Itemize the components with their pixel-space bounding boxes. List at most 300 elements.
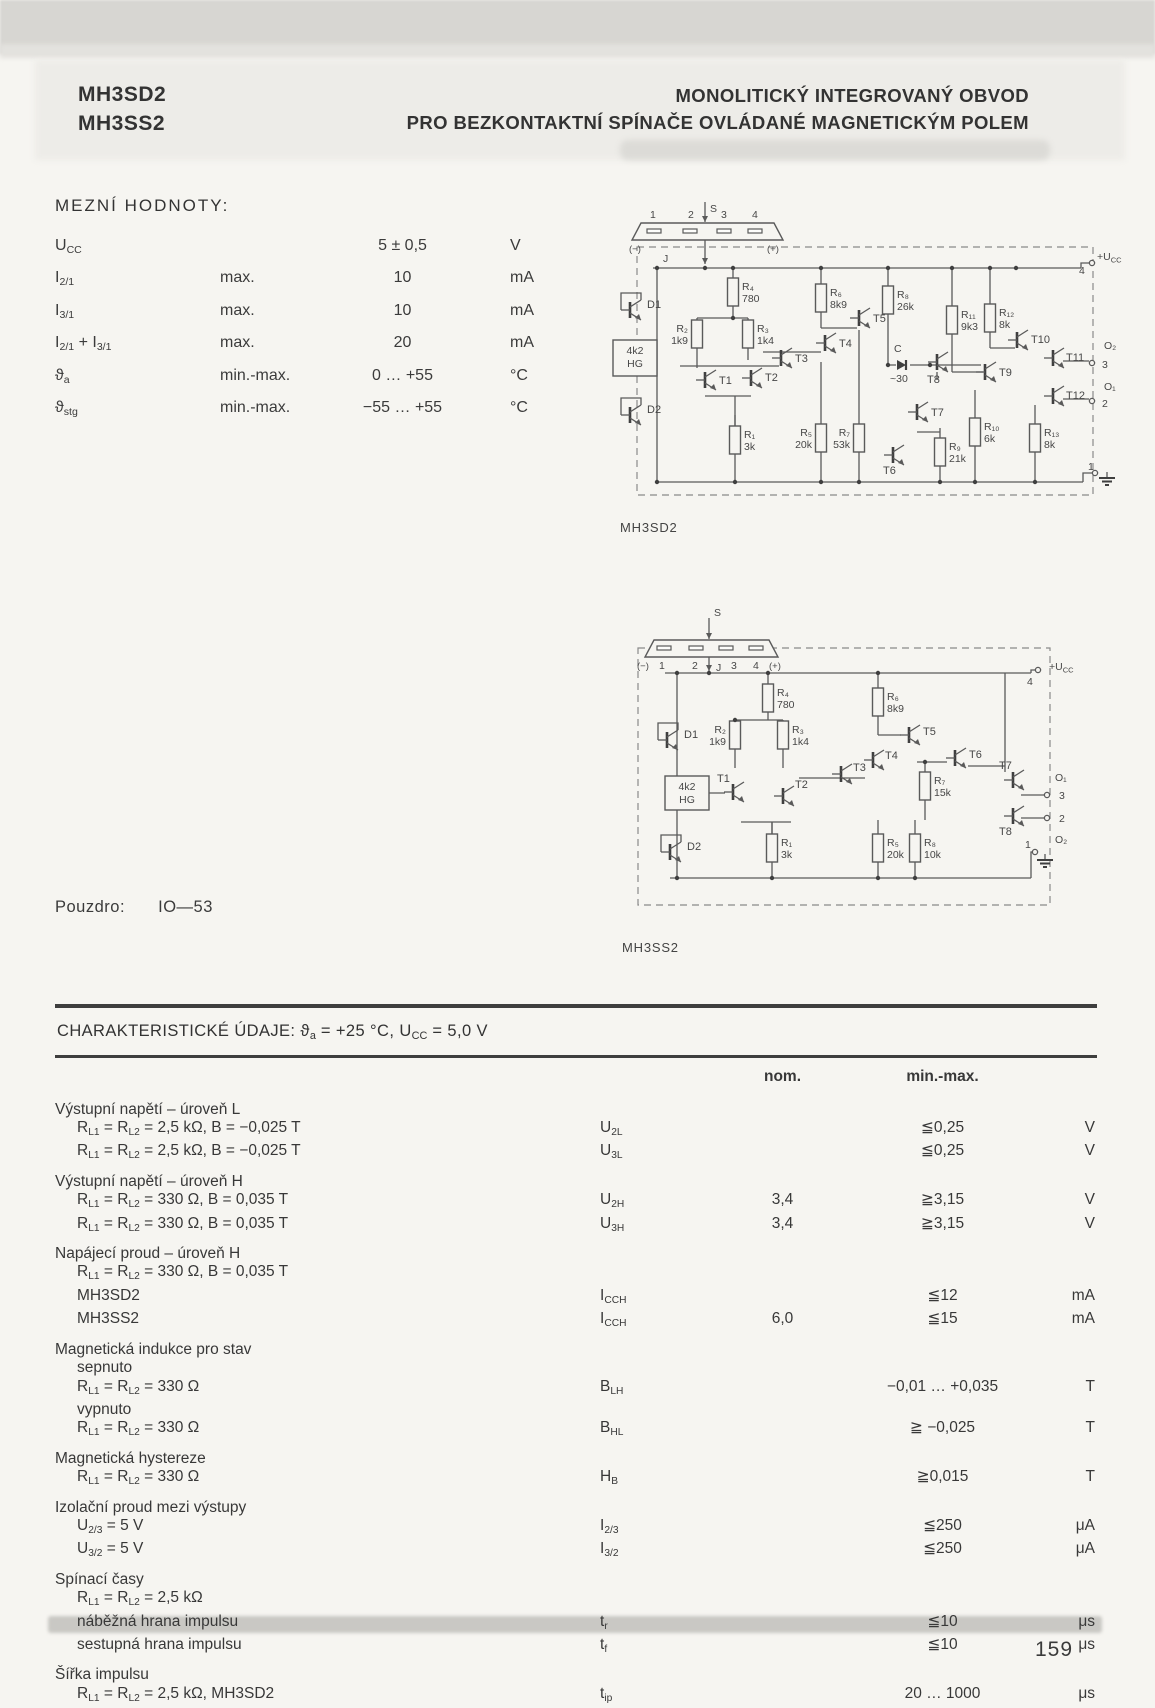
row-nom-value xyxy=(730,1589,835,1612)
table-row xyxy=(55,1419,1097,1442)
resistor-symbol xyxy=(743,320,754,348)
schematic-label: S xyxy=(714,607,721,619)
col-spacer xyxy=(1050,1068,1097,1087)
transistor-name: T5 xyxy=(923,726,936,738)
col-header-nom: nom. xyxy=(730,1068,835,1087)
resistor-value: 780 xyxy=(742,293,760,305)
row-symbol: $U_{2L}$ xyxy=(600,1119,730,1142)
row-symbol: $B_{HL}$ xyxy=(600,1419,730,1442)
resistor-value: 26k xyxy=(897,301,915,313)
diode-name: D1 xyxy=(684,729,698,741)
transistor-name: T12 xyxy=(1066,390,1085,402)
row-nom-value xyxy=(730,1419,835,1442)
resistor-name: R₃ xyxy=(792,724,804,736)
schematic-label: ~30 xyxy=(890,373,908,385)
junction-dot xyxy=(731,316,735,320)
resistor-name: R₅ xyxy=(887,837,899,849)
resistor-name: R₃ xyxy=(757,323,769,335)
row-condition: $R_{L1} = R_{L2} = 330$ Ω, B = 0,035 T xyxy=(55,1263,600,1286)
limit-condition: min.-max. xyxy=(220,394,315,426)
transistor-symbol xyxy=(630,405,641,412)
transistor-symbol xyxy=(630,300,641,307)
row-condition: $R_{L1} = R_{L2} = 2,5$ kΩ, B = −0,025 T xyxy=(55,1119,600,1142)
resistor-symbol xyxy=(883,286,894,314)
row-symbol: $I_{CCH}$ xyxy=(600,1287,730,1310)
junction-dot xyxy=(913,876,917,880)
resistor-symbol xyxy=(935,438,946,466)
resistor-symbol xyxy=(767,834,778,862)
junction-dot xyxy=(733,480,737,484)
junction-dot xyxy=(819,480,823,484)
transistor-symbol xyxy=(1013,770,1024,777)
row-nom-value xyxy=(730,1142,835,1165)
resistor-symbol xyxy=(763,684,774,712)
section-heading: Šířka impulsu xyxy=(55,1666,1097,1685)
transistor-name: T4 xyxy=(839,338,852,350)
transistor-symbol xyxy=(859,308,870,315)
junction-dot xyxy=(655,266,659,270)
part-number-mh3sd2: MH3SD2 xyxy=(78,80,166,109)
scan-band-top-edge xyxy=(0,44,1155,58)
row-unit: T xyxy=(1050,1419,1097,1442)
row-symbol xyxy=(600,1589,730,1612)
junction-dot xyxy=(703,266,707,270)
resistor-symbol xyxy=(816,424,827,452)
transistor-name: T2 xyxy=(795,779,808,791)
schematic-label: S xyxy=(710,203,717,215)
junction-dot xyxy=(819,266,823,270)
junction-dot xyxy=(886,363,890,367)
junction-dot xyxy=(731,266,735,270)
resistor-name: R₉ xyxy=(949,441,961,453)
schematic-label: 3 xyxy=(721,209,727,221)
section-heading: Výstupní napětí – úroveň H xyxy=(55,1173,1097,1192)
junction-dot xyxy=(675,876,679,880)
transistor-symbol xyxy=(1013,806,1024,813)
row-unit: μA xyxy=(1050,1517,1097,1540)
transistor-symbol xyxy=(985,362,996,369)
junction-dot xyxy=(876,671,880,675)
row-nom-value xyxy=(730,1613,835,1636)
schematic-label: $+U_{CC}$ xyxy=(1049,661,1074,675)
transistor-name: T6 xyxy=(969,749,982,761)
limit-unit: mA xyxy=(490,264,615,296)
resistor-name: R₁₀ xyxy=(984,421,999,433)
table-row xyxy=(55,1287,1097,1310)
resistor-name: R₄ xyxy=(777,687,789,699)
schematic-label: O₂ xyxy=(1055,834,1067,846)
package-slot xyxy=(717,229,731,233)
transistor-symbol xyxy=(1017,330,1028,337)
row-symbol: $H_B$ xyxy=(600,1468,730,1491)
package-slot xyxy=(748,229,762,233)
scan-smudge xyxy=(620,140,1050,160)
schematic-label: 1 xyxy=(650,209,656,221)
row-condition: sepnuto xyxy=(55,1359,600,1378)
row-minmax-value: ≧3,15 xyxy=(835,1191,1050,1214)
resistor-name: R₁₂ xyxy=(999,307,1014,319)
terminal-pin xyxy=(1035,667,1040,672)
row-unit: mA xyxy=(1050,1287,1097,1310)
limits-rows xyxy=(55,232,615,427)
transistor-name: T1 xyxy=(717,773,730,785)
characteristics-table xyxy=(55,1068,1097,1708)
limit-value: 20 xyxy=(315,329,490,361)
schematic-label: 1 xyxy=(659,660,665,672)
row-condition: $R_{L1} = R_{L2} = 2,5$ kΩ, MH3SD2 xyxy=(55,1685,600,1708)
row-minmax-value: ≦12 xyxy=(835,1287,1050,1310)
j-arrow-icon xyxy=(702,258,708,264)
row-nom-value xyxy=(730,1517,835,1540)
row-nom-value xyxy=(730,1685,835,1708)
table-row xyxy=(55,1142,1097,1165)
resistor-symbol xyxy=(920,772,931,800)
limit-unit: °C xyxy=(490,362,615,394)
schematic-label: 4 xyxy=(753,660,759,672)
limit-unit: °C xyxy=(490,394,615,426)
limit-row xyxy=(55,232,615,264)
table-row xyxy=(55,1191,1097,1214)
row-symbol: $B_{LH}$ xyxy=(600,1378,730,1401)
package-label: Pouzdro: xyxy=(55,898,125,916)
package-value: IO—53 xyxy=(158,898,213,916)
resistor-value: 1k4 xyxy=(792,736,809,748)
s-arrow-icon xyxy=(702,216,708,222)
resistor-symbol xyxy=(730,426,741,454)
table-row xyxy=(55,1468,1097,1491)
characteristics-header-row xyxy=(55,1068,1097,1087)
table-row xyxy=(55,1636,1097,1659)
junction-dot xyxy=(733,718,737,722)
transistor-name: T3 xyxy=(853,762,866,774)
resistor-symbol xyxy=(854,424,865,452)
resistor-name: R₆ xyxy=(887,691,899,703)
transistor-symbol xyxy=(733,782,744,789)
resistor-symbol xyxy=(1030,424,1041,452)
resistor-name: R₆ xyxy=(830,287,842,299)
transistor-name: T8 xyxy=(999,826,1012,838)
resistor-value: 21k xyxy=(949,453,967,465)
resistor-value: 8k9 xyxy=(830,299,847,311)
resistor-symbol xyxy=(730,721,741,749)
resistor-value: 3k xyxy=(781,849,793,861)
row-symbol: $t_r$ xyxy=(600,1613,730,1636)
table-row xyxy=(55,1613,1097,1636)
row-symbol xyxy=(600,1263,730,1286)
transistor-name: T9 xyxy=(999,367,1012,379)
table-row xyxy=(55,1517,1097,1540)
junction-dot xyxy=(973,480,977,484)
section-heading: Magnetická hystereze xyxy=(55,1450,1097,1469)
row-unit: V xyxy=(1050,1191,1097,1214)
limit-condition: min.-max. xyxy=(220,362,315,394)
row-minmax-value: ≦0,25 xyxy=(835,1142,1050,1165)
resistor-symbol xyxy=(970,418,981,446)
schematic-label: 4 xyxy=(752,209,758,221)
table-row xyxy=(55,1119,1097,1142)
terminal-pin xyxy=(1032,849,1037,854)
part-numbers xyxy=(78,80,166,138)
row-symbol: $I_{3/2}$ xyxy=(600,1540,730,1563)
section-heading: Napájecí proud – úroveň H xyxy=(55,1245,1097,1264)
table-row xyxy=(55,1401,1097,1420)
row-nom-value xyxy=(730,1468,835,1491)
schematic-label-sub: CC xyxy=(1063,666,1074,675)
limit-symbol: $U_{CC}$ xyxy=(55,232,220,264)
limit-symbol: $ϑ_{stg}$ xyxy=(55,394,220,426)
resistor-value: 53k xyxy=(833,439,851,451)
table-row xyxy=(55,1685,1097,1708)
row-minmax-value: ≧ −0,025 xyxy=(835,1419,1050,1442)
table-row xyxy=(55,1263,1097,1286)
resistor-symbol xyxy=(985,304,996,332)
resistor-value: 8k9 xyxy=(887,703,904,715)
transistor-symbol xyxy=(670,842,681,849)
limit-value: 0 … +55 xyxy=(315,362,490,394)
row-condition: $R_{L1} = R_{L2} = 330$ Ω xyxy=(55,1378,600,1401)
row-condition: MH3SS2 xyxy=(55,1310,600,1333)
schematic-label: 2 xyxy=(1059,813,1065,825)
transistor-symbol xyxy=(909,725,920,732)
package-slot xyxy=(657,646,671,650)
row-unit xyxy=(1050,1401,1097,1420)
row-symbol: $U_{2H}$ xyxy=(600,1191,730,1214)
package-slot xyxy=(719,646,733,650)
row-unit: μs xyxy=(1050,1613,1097,1636)
schematic-label: J xyxy=(663,253,668,265)
schematic-label: C xyxy=(894,343,902,355)
row-condition: $U_{3/2} = 5$ V xyxy=(55,1540,600,1563)
row-unit: mA xyxy=(1050,1310,1097,1333)
package-slot xyxy=(749,646,763,650)
resistor-value: 9k3 xyxy=(961,321,978,333)
transistor-symbol xyxy=(783,786,794,793)
resistor-value: 8k xyxy=(1044,439,1056,451)
limit-value: 5 ± 0,5 xyxy=(315,232,490,264)
row-nom-value xyxy=(730,1540,835,1563)
resistor-symbol xyxy=(778,721,789,749)
schematic-mh3ss2 xyxy=(585,590,1145,920)
terminal-pin xyxy=(1044,815,1049,820)
resistor-value: 20k xyxy=(887,849,905,861)
characteristics-rows xyxy=(55,1101,1097,1708)
schematic-label: 2 xyxy=(692,660,698,672)
resistor-name: R₁₃ xyxy=(1044,427,1059,439)
resistor-name: R₁₁ xyxy=(961,309,976,321)
row-nom-value xyxy=(730,1636,835,1659)
transistor-symbol xyxy=(841,764,852,771)
diode-name: D2 xyxy=(647,404,661,416)
schematic-label: 1 xyxy=(1088,461,1094,473)
schematic-caption-sd2: MH3SD2 xyxy=(620,520,678,535)
table-row xyxy=(55,1589,1097,1612)
resistor-name: R₈ xyxy=(897,289,909,301)
package-info xyxy=(55,898,213,917)
resistor-name: R₁ xyxy=(744,429,756,441)
row-condition: vypnuto xyxy=(55,1401,600,1420)
transistor-name: T8 xyxy=(927,374,940,386)
schematic-label: 2 xyxy=(688,209,694,221)
resistor-symbol xyxy=(873,688,884,716)
junction-dot xyxy=(707,671,711,675)
col-spacer xyxy=(55,1068,600,1087)
rule-top xyxy=(55,1004,1097,1008)
resistor-name: R₄ xyxy=(742,281,754,293)
resistor-name: R₂ xyxy=(676,323,688,335)
junction-dot xyxy=(1033,480,1037,484)
section-heading: Izolační proud mezi výstupy xyxy=(55,1499,1097,1518)
row-condition: $R_{L1} = R_{L2} = 330$ Ω xyxy=(55,1419,600,1442)
resistor-value: 1k4 xyxy=(757,335,774,347)
row-condition: sestupná hrana impulsu xyxy=(55,1636,600,1659)
junction-dot xyxy=(1014,266,1018,270)
transistor-name: T4 xyxy=(885,750,898,762)
row-condition: $U_{2/3} = 5$ V xyxy=(55,1517,600,1540)
transistor-symbol xyxy=(1053,348,1064,355)
resistor-name: R₁ xyxy=(781,837,793,849)
limit-row xyxy=(55,394,615,426)
row-unit: V xyxy=(1050,1142,1097,1165)
page-title xyxy=(407,82,1029,136)
row-minmax-value xyxy=(835,1359,1050,1378)
limit-value: 10 xyxy=(315,264,490,296)
section-heading: Spínací časy xyxy=(55,1571,1097,1590)
row-unit: V xyxy=(1050,1119,1097,1142)
row-symbol xyxy=(600,1359,730,1378)
transistor-symbol xyxy=(1053,386,1064,393)
row-nom-value xyxy=(730,1359,835,1378)
page-title-line1: MONOLITICKÝ INTEGROVANÝ OBVOD xyxy=(407,82,1029,109)
diode-name: D1 xyxy=(647,299,661,311)
junction-dot xyxy=(655,480,659,484)
diode-name: D2 xyxy=(687,841,701,853)
schematic-label: 3 xyxy=(1102,359,1108,371)
limit-row xyxy=(55,362,615,394)
schematic-label-sub: CC xyxy=(1111,256,1122,265)
limit-condition: max. xyxy=(220,264,315,296)
schematic-label: (−) xyxy=(629,244,641,255)
transistor-name: T7 xyxy=(931,407,944,419)
limit-condition xyxy=(220,232,315,264)
limit-unit: mA xyxy=(490,297,615,329)
schematic-label: O₂ xyxy=(1104,340,1116,352)
limit-condition: max. xyxy=(220,297,315,329)
resistor-symbol xyxy=(692,320,703,348)
row-unit xyxy=(1050,1359,1097,1378)
row-minmax-value: 20 … 1000 xyxy=(835,1685,1050,1708)
package-slot xyxy=(647,229,661,233)
schematic-label: (−) xyxy=(637,661,649,672)
resistor-symbol xyxy=(728,278,739,306)
junction-dot xyxy=(857,480,861,484)
schematic-caption-ss2: MH3SS2 xyxy=(622,940,679,955)
row-nom-value xyxy=(730,1119,835,1142)
schematic-label: (+) xyxy=(769,661,781,672)
schematic-label: $+U_{CC}$ xyxy=(1097,251,1122,265)
row-minmax-value: ≦10 xyxy=(835,1636,1050,1659)
row-symbol: $U_{3L}$ xyxy=(600,1142,730,1165)
resistor-name: R₇ xyxy=(934,775,946,787)
schematic-mh3sd2 xyxy=(585,200,1145,510)
rule-mid xyxy=(55,1055,1097,1058)
transistor-symbol xyxy=(751,368,762,375)
resistor-symbol xyxy=(873,834,884,862)
row-unit: T xyxy=(1050,1468,1097,1491)
row-condition: náběžná hrana impulsu xyxy=(55,1613,600,1636)
row-unit xyxy=(1050,1263,1097,1286)
junction-dot xyxy=(938,480,942,484)
resistor-value: 1k9 xyxy=(671,335,688,347)
row-nom-value: 6,0 xyxy=(730,1310,835,1333)
resistor-name: R₅ xyxy=(800,427,812,439)
transistor-symbol xyxy=(667,730,678,737)
limit-symbol: $I_{2/1}$ xyxy=(55,264,220,296)
row-nom-value xyxy=(730,1378,835,1401)
schematic-label: 2 xyxy=(1102,398,1108,410)
resistor-value: 6k xyxy=(984,433,996,445)
row-unit: μs xyxy=(1050,1685,1097,1708)
limit-values-table xyxy=(55,196,615,427)
limit-row xyxy=(55,329,615,361)
junction-dot xyxy=(923,760,927,764)
junction-dot xyxy=(928,363,932,367)
hall-generator-label: 4k2 xyxy=(627,345,644,357)
limit-row xyxy=(55,297,615,329)
transistor-symbol xyxy=(955,748,966,755)
transistor-name: T2 xyxy=(765,372,778,384)
junction-dot xyxy=(675,671,679,675)
resistor-symbol xyxy=(910,834,921,862)
resistor-name: R₇ xyxy=(839,427,851,439)
section-heading: Magnetická indukce pro stav xyxy=(55,1341,1097,1360)
transistor-symbol xyxy=(705,370,716,377)
limit-unit: mA xyxy=(490,329,615,361)
resistor-value: 10k xyxy=(924,849,942,861)
limit-symbol: $ϑ_a$ xyxy=(55,362,220,394)
junction-dot xyxy=(886,266,890,270)
diode-symbol xyxy=(897,360,906,370)
row-condition: $R_{L1} = R_{L2} = 330$ Ω, B = 0,035 T xyxy=(55,1191,600,1214)
row-symbol: $t_f$ xyxy=(600,1636,730,1659)
row-minmax-value xyxy=(835,1401,1050,1420)
table-row xyxy=(55,1540,1097,1563)
transistor-symbol xyxy=(873,750,884,757)
part-number-mh3ss2: MH3SS2 xyxy=(78,109,166,138)
row-minmax-value: ≦15 xyxy=(835,1310,1050,1333)
schematic-label: O₁ xyxy=(1104,381,1116,393)
schematic-label: O₁ xyxy=(1055,772,1067,784)
terminal-pin xyxy=(1089,260,1094,265)
schematic-label: 3 xyxy=(1059,790,1065,802)
row-unit: μs xyxy=(1050,1636,1097,1659)
transistor-name: T1 xyxy=(719,375,732,387)
table-row xyxy=(55,1359,1097,1378)
row-condition: $R_{L1} = R_{L2} = 2,5$ kΩ, B = −0,025 T xyxy=(55,1142,600,1165)
transistor-name: T6 xyxy=(883,465,896,477)
schematic-label: 1 xyxy=(1025,839,1031,851)
limit-value: −55 … +55 xyxy=(315,394,490,426)
row-minmax-value: ≧3,15 xyxy=(835,1215,1050,1238)
wire-network xyxy=(653,263,1092,482)
row-minmax-value: ≦250 xyxy=(835,1540,1050,1563)
table-row xyxy=(55,1215,1097,1238)
schematic-label: 3 xyxy=(731,660,737,672)
row-condition: $R_{L1} = R_{L2} = 2,5$ kΩ xyxy=(55,1589,600,1612)
row-minmax-value xyxy=(835,1589,1050,1612)
row-symbol xyxy=(600,1401,730,1420)
col-header-minmax: min.-max. xyxy=(835,1068,1050,1087)
hall-generator-label: HG xyxy=(627,358,643,370)
